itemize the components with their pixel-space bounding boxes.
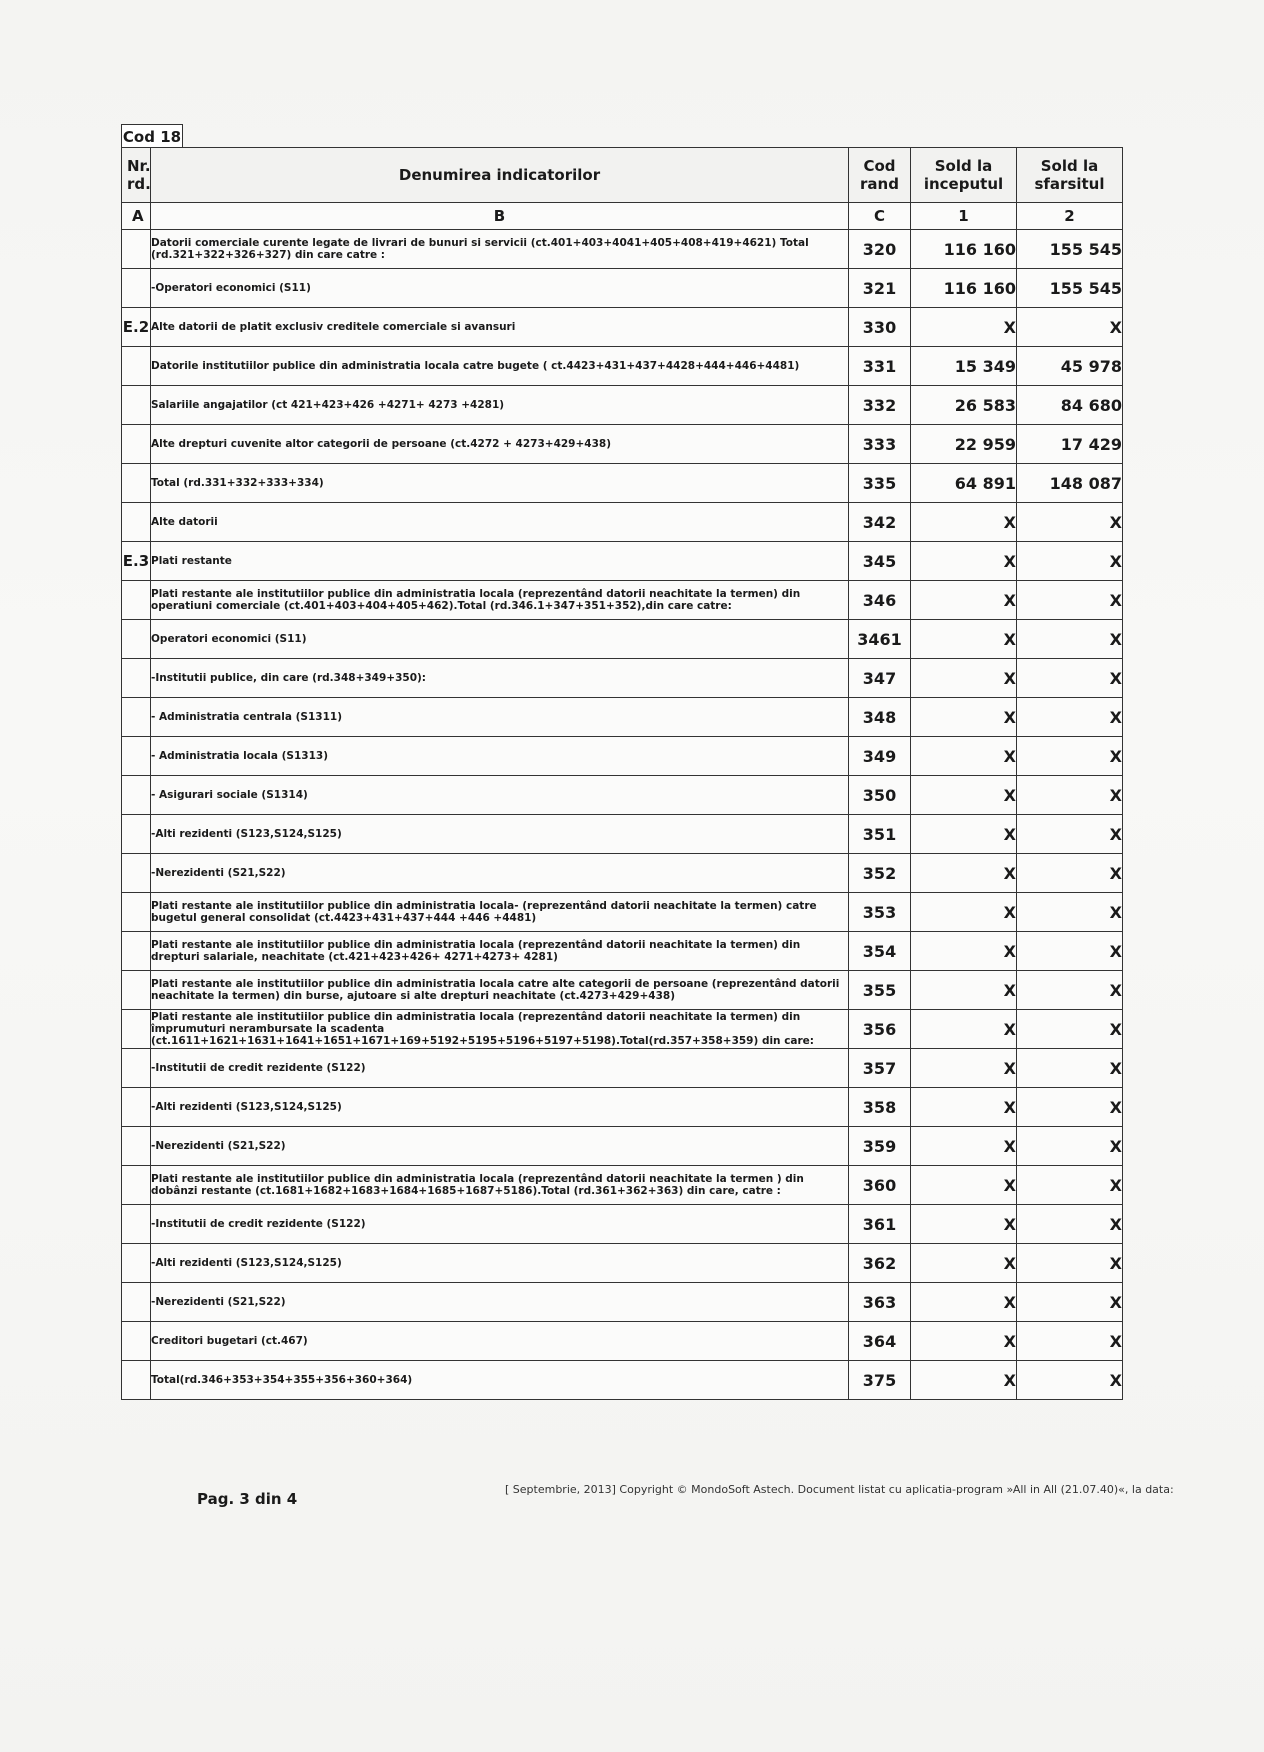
header-row xyxy=(122,148,1123,203)
table-row xyxy=(122,269,1123,308)
row-number xyxy=(122,1205,151,1244)
balance-end: 17 429 xyxy=(1017,425,1123,464)
row-code: 342 xyxy=(849,503,911,542)
balance-end: 45 978 xyxy=(1017,347,1123,386)
col-letter-b: B xyxy=(151,203,849,230)
table-row xyxy=(122,1322,1123,1361)
col-letter-2: 2 xyxy=(1017,203,1123,230)
row-number xyxy=(122,503,151,542)
indicator-name: Plati restante ale institutiilor publice din administratia locala (reprezentând datorii neachitate la termen) din împrumuturi nerambursate la scadenta (ct.1611+1621+1631+1641+1651+1671+169+5192+5195+5196+5197+5198).Total(rd.357+358+359) din care: xyxy=(151,1010,849,1049)
table-row xyxy=(122,230,1123,269)
row-code: 335 xyxy=(849,464,911,503)
balance-start: X xyxy=(911,659,1017,698)
row-code: 333 xyxy=(849,425,911,464)
balance-end: X xyxy=(1017,698,1123,737)
balance-start: X xyxy=(911,542,1017,581)
indicator-name: Salariile angajatilor (ct 421+423+426 +4271+ 4273 +4281) xyxy=(151,386,849,425)
row-number xyxy=(122,581,151,620)
balance-end: 148 087 xyxy=(1017,464,1123,503)
balance-end: X xyxy=(1017,737,1123,776)
indicator-name: Plati restante ale institutiilor publice din administratia locala (reprezentând datorii neachitate la termen) din drepturi salariale, neachitate (ct.421+423+426+ 4271+4273+ 4281) xyxy=(151,932,849,971)
table-row xyxy=(122,1205,1123,1244)
balance-start: 116 160 xyxy=(911,230,1017,269)
table-row xyxy=(122,1361,1123,1400)
balance-end: X xyxy=(1017,308,1123,347)
balance-end: X xyxy=(1017,1088,1123,1127)
col-header-start: Sold la inceputul xyxy=(911,148,1017,203)
page-number: Pag. 3 din 4 xyxy=(197,1490,298,1508)
row-code: 346 xyxy=(849,581,911,620)
balance-start: 15 349 xyxy=(911,347,1017,386)
col-letter-1: 1 xyxy=(911,203,1017,230)
table-row xyxy=(122,854,1123,893)
indicator-name: Datorii comerciale curente legate de livrari de bunuri si servicii (ct.401+403+4041+405+408+419+4621) Total (rd.321+322+326+327) din care catre : xyxy=(151,230,849,269)
balance-start: X xyxy=(911,854,1017,893)
balance-start: 64 891 xyxy=(911,464,1017,503)
balance-end: X xyxy=(1017,1049,1123,1088)
table-row xyxy=(122,503,1123,542)
balance-start: X xyxy=(911,1361,1017,1400)
row-number xyxy=(122,659,151,698)
balance-start: X xyxy=(911,1166,1017,1205)
balance-end: X xyxy=(1017,1283,1123,1322)
row-code: 375 xyxy=(849,1361,911,1400)
indicator-name: Creditori bugetari (ct.467) xyxy=(151,1322,849,1361)
balance-start: X xyxy=(911,620,1017,659)
balance-start: X xyxy=(911,1283,1017,1322)
row-code: 361 xyxy=(849,1205,911,1244)
table-row xyxy=(122,347,1123,386)
balance-start: X xyxy=(911,308,1017,347)
balance-end: X xyxy=(1017,932,1123,971)
row-code: 356 xyxy=(849,1010,911,1049)
balance-start: 26 583 xyxy=(911,386,1017,425)
form-code: Cod 18 xyxy=(121,124,183,150)
balance-start: X xyxy=(911,1244,1017,1283)
indicator-name: Alte datorii de platit exclusiv creditele comerciale si avansuri xyxy=(151,308,849,347)
row-code: 332 xyxy=(849,386,911,425)
balance-start: X xyxy=(911,1205,1017,1244)
balance-start: X xyxy=(911,503,1017,542)
balance-end: 84 680 xyxy=(1017,386,1123,425)
row-code: 355 xyxy=(849,971,911,1010)
balance-start: 116 160 xyxy=(911,269,1017,308)
balance-start: X xyxy=(911,1127,1017,1166)
balance-start: X xyxy=(911,581,1017,620)
table-row xyxy=(122,425,1123,464)
row-number xyxy=(122,737,151,776)
table-row xyxy=(122,1127,1123,1166)
table-row xyxy=(122,971,1123,1010)
balance-end: X xyxy=(1017,1244,1123,1283)
row-number xyxy=(122,230,151,269)
indicator-name: - Administratia centrala (S1311) xyxy=(151,698,849,737)
row-code: 350 xyxy=(849,776,911,815)
indicator-name: Total(rd.346+353+354+355+356+360+364) xyxy=(151,1361,849,1400)
table-row xyxy=(122,1088,1123,1127)
balance-end: X xyxy=(1017,1205,1123,1244)
row-number xyxy=(122,1322,151,1361)
balance-end: 155 545 xyxy=(1017,230,1123,269)
balance-start: 22 959 xyxy=(911,425,1017,464)
balance-end: X xyxy=(1017,1010,1123,1049)
row-number xyxy=(122,1088,151,1127)
table-row xyxy=(122,659,1123,698)
row-number xyxy=(122,464,151,503)
balance-end: X xyxy=(1017,1127,1123,1166)
row-code: 358 xyxy=(849,1088,911,1127)
row-code: 362 xyxy=(849,1244,911,1283)
indicator-name: Plati restante ale institutiilor publice din administratia locala- (reprezentând datorii neachitate la termen) catre bugetul general consolidat (ct.4423+431+437+444 +446 +4481) xyxy=(151,893,849,932)
row-number xyxy=(122,620,151,659)
row-number xyxy=(122,1166,151,1205)
balance-end: X xyxy=(1017,659,1123,698)
row-number xyxy=(122,776,151,815)
balance-end: 155 545 xyxy=(1017,269,1123,308)
balance-end: X xyxy=(1017,971,1123,1010)
balance-start: X xyxy=(911,776,1017,815)
table-row xyxy=(122,1166,1123,1205)
balance-start: X xyxy=(911,815,1017,854)
indicator-name: -Nerezidenti (S21,S22) xyxy=(151,1127,849,1166)
balance-start: X xyxy=(911,1049,1017,1088)
indicator-name: Total (rd.331+332+333+334) xyxy=(151,464,849,503)
indicator-name: -Institutii publice, din care (rd.348+349+350): xyxy=(151,659,849,698)
balance-start: X xyxy=(911,893,1017,932)
table-row xyxy=(122,776,1123,815)
row-code: 347 xyxy=(849,659,911,698)
indicator-name: - Asigurari sociale (S1314) xyxy=(151,776,849,815)
row-code: 3461 xyxy=(849,620,911,659)
copyright-note: [ Septembrie, 2013] Copyright © MondoSoft Astech. Document listat cu aplicatia-program »All in All (21.07.40)«, la data: xyxy=(505,1483,1174,1496)
indicator-name: -Alti rezidenti (S123,S124,S125) xyxy=(151,1244,849,1283)
table-body xyxy=(122,230,1123,1400)
indicator-name: -Alti rezidenti (S123,S124,S125) xyxy=(151,815,849,854)
row-number xyxy=(122,1049,151,1088)
row-number xyxy=(122,269,151,308)
balance-end: X xyxy=(1017,776,1123,815)
table-row xyxy=(122,386,1123,425)
col-letter-a: A xyxy=(122,203,151,230)
balance-end: X xyxy=(1017,1361,1123,1400)
table-row xyxy=(122,1244,1123,1283)
row-number xyxy=(122,854,151,893)
column-letter-row xyxy=(122,203,1123,230)
col-header-nr: Nr. rd. xyxy=(122,148,151,203)
table-row xyxy=(122,1283,1123,1322)
balance-start: X xyxy=(911,737,1017,776)
col-header-end: Sold la sfarsitul xyxy=(1017,148,1123,203)
indicator-name: -Nerezidenti (S21,S22) xyxy=(151,1283,849,1322)
row-number xyxy=(122,932,151,971)
indicator-name: Plati restante ale institutiilor publice din administratia locala catre alte categorii de persoane (reprezentând datorii neachitate la termen) din burse, ajutoare si alte drepturi neachitate (ct.4273+429+438) xyxy=(151,971,849,1010)
row-number xyxy=(122,1361,151,1400)
indicator-name: -Nerezidenti (S21,S22) xyxy=(151,854,849,893)
indicator-name: Datorile institutiilor publice din administratia locala catre bugete ( ct.4423+431+437+4428+444+446+4481) xyxy=(151,347,849,386)
table-row xyxy=(122,1049,1123,1088)
indicator-name: Operatori economici (S11) xyxy=(151,620,849,659)
indicator-name: Alte drepturi cuvenite altor categorii de persoane (ct.4272 + 4273+429+438) xyxy=(151,425,849,464)
indicator-name: Plati restante ale institutiilor publice din administratia locala (reprezentând datorii neachitate la termen) din operatiuni comerciale (ct.401+403+404+405+462).Total (rd.346.1+347+351+352),din care catre: xyxy=(151,581,849,620)
balance-end: X xyxy=(1017,815,1123,854)
balance-end: X xyxy=(1017,620,1123,659)
indicator-name: -Alti rezidenti (S123,S124,S125) xyxy=(151,1088,849,1127)
indicator-name: Plati restante xyxy=(151,542,849,581)
balance-end: X xyxy=(1017,893,1123,932)
table-row xyxy=(122,581,1123,620)
balance-start: X xyxy=(911,971,1017,1010)
row-code: 320 xyxy=(849,230,911,269)
indicator-name: -Institutii de credit rezidente (S122) xyxy=(151,1049,849,1088)
balance-end: X xyxy=(1017,503,1123,542)
table-row xyxy=(122,308,1123,347)
balance-start: X xyxy=(911,932,1017,971)
row-number xyxy=(122,425,151,464)
indicator-name: -Institutii de credit rezidente (S122) xyxy=(151,1205,849,1244)
indicators-table xyxy=(121,147,1123,1400)
row-code: 348 xyxy=(849,698,911,737)
indicator-name: - Administratia locala (S1313) xyxy=(151,737,849,776)
table-row xyxy=(122,542,1123,581)
row-number xyxy=(122,1283,151,1322)
row-number xyxy=(122,893,151,932)
row-code: 331 xyxy=(849,347,911,386)
row-number: E.3 xyxy=(122,542,151,581)
row-number xyxy=(122,815,151,854)
row-number xyxy=(122,971,151,1010)
table-row xyxy=(122,620,1123,659)
row-code: 351 xyxy=(849,815,911,854)
row-code: 359 xyxy=(849,1127,911,1166)
row-code: 345 xyxy=(849,542,911,581)
indicator-name: Alte datorii xyxy=(151,503,849,542)
table-row xyxy=(122,893,1123,932)
row-number: E.2 xyxy=(122,308,151,347)
balance-start: X xyxy=(911,1088,1017,1127)
indicator-name: Plati restante ale institutiilor publice din administratia locala (reprezentând datorii neachitate la termen ) din dobânzi restante (ct.1681+1682+1683+1684+1685+1687+5186).Total (rd.361+362+363) din care, catre : xyxy=(151,1166,849,1205)
balance-start: X xyxy=(911,698,1017,737)
table-row xyxy=(122,815,1123,854)
balance-end: X xyxy=(1017,1166,1123,1205)
balance-start: X xyxy=(911,1322,1017,1361)
table-row xyxy=(122,1010,1123,1049)
row-number xyxy=(122,1127,151,1166)
row-code: 321 xyxy=(849,269,911,308)
table-row xyxy=(122,698,1123,737)
row-code: 364 xyxy=(849,1322,911,1361)
row-code: 363 xyxy=(849,1283,911,1322)
row-code: 360 xyxy=(849,1166,911,1205)
balance-start: X xyxy=(911,1010,1017,1049)
indicator-name: -Operatori economici (S11) xyxy=(151,269,849,308)
row-number xyxy=(122,386,151,425)
row-code: 354 xyxy=(849,932,911,971)
row-code: 330 xyxy=(849,308,911,347)
table-row xyxy=(122,464,1123,503)
row-code: 357 xyxy=(849,1049,911,1088)
row-number xyxy=(122,698,151,737)
row-number xyxy=(122,1010,151,1049)
row-number xyxy=(122,347,151,386)
balance-end: X xyxy=(1017,1322,1123,1361)
col-header-name: Denumirea indicatorilor xyxy=(151,148,849,203)
row-code: 352 xyxy=(849,854,911,893)
balance-end: X xyxy=(1017,854,1123,893)
row-code: 353 xyxy=(849,893,911,932)
table-row xyxy=(122,932,1123,971)
table-row xyxy=(122,737,1123,776)
row-code: 349 xyxy=(849,737,911,776)
balance-end: X xyxy=(1017,581,1123,620)
col-header-code: Cod rand xyxy=(849,148,911,203)
balance-end: X xyxy=(1017,542,1123,581)
row-number xyxy=(122,1244,151,1283)
col-letter-c: C xyxy=(849,203,911,230)
